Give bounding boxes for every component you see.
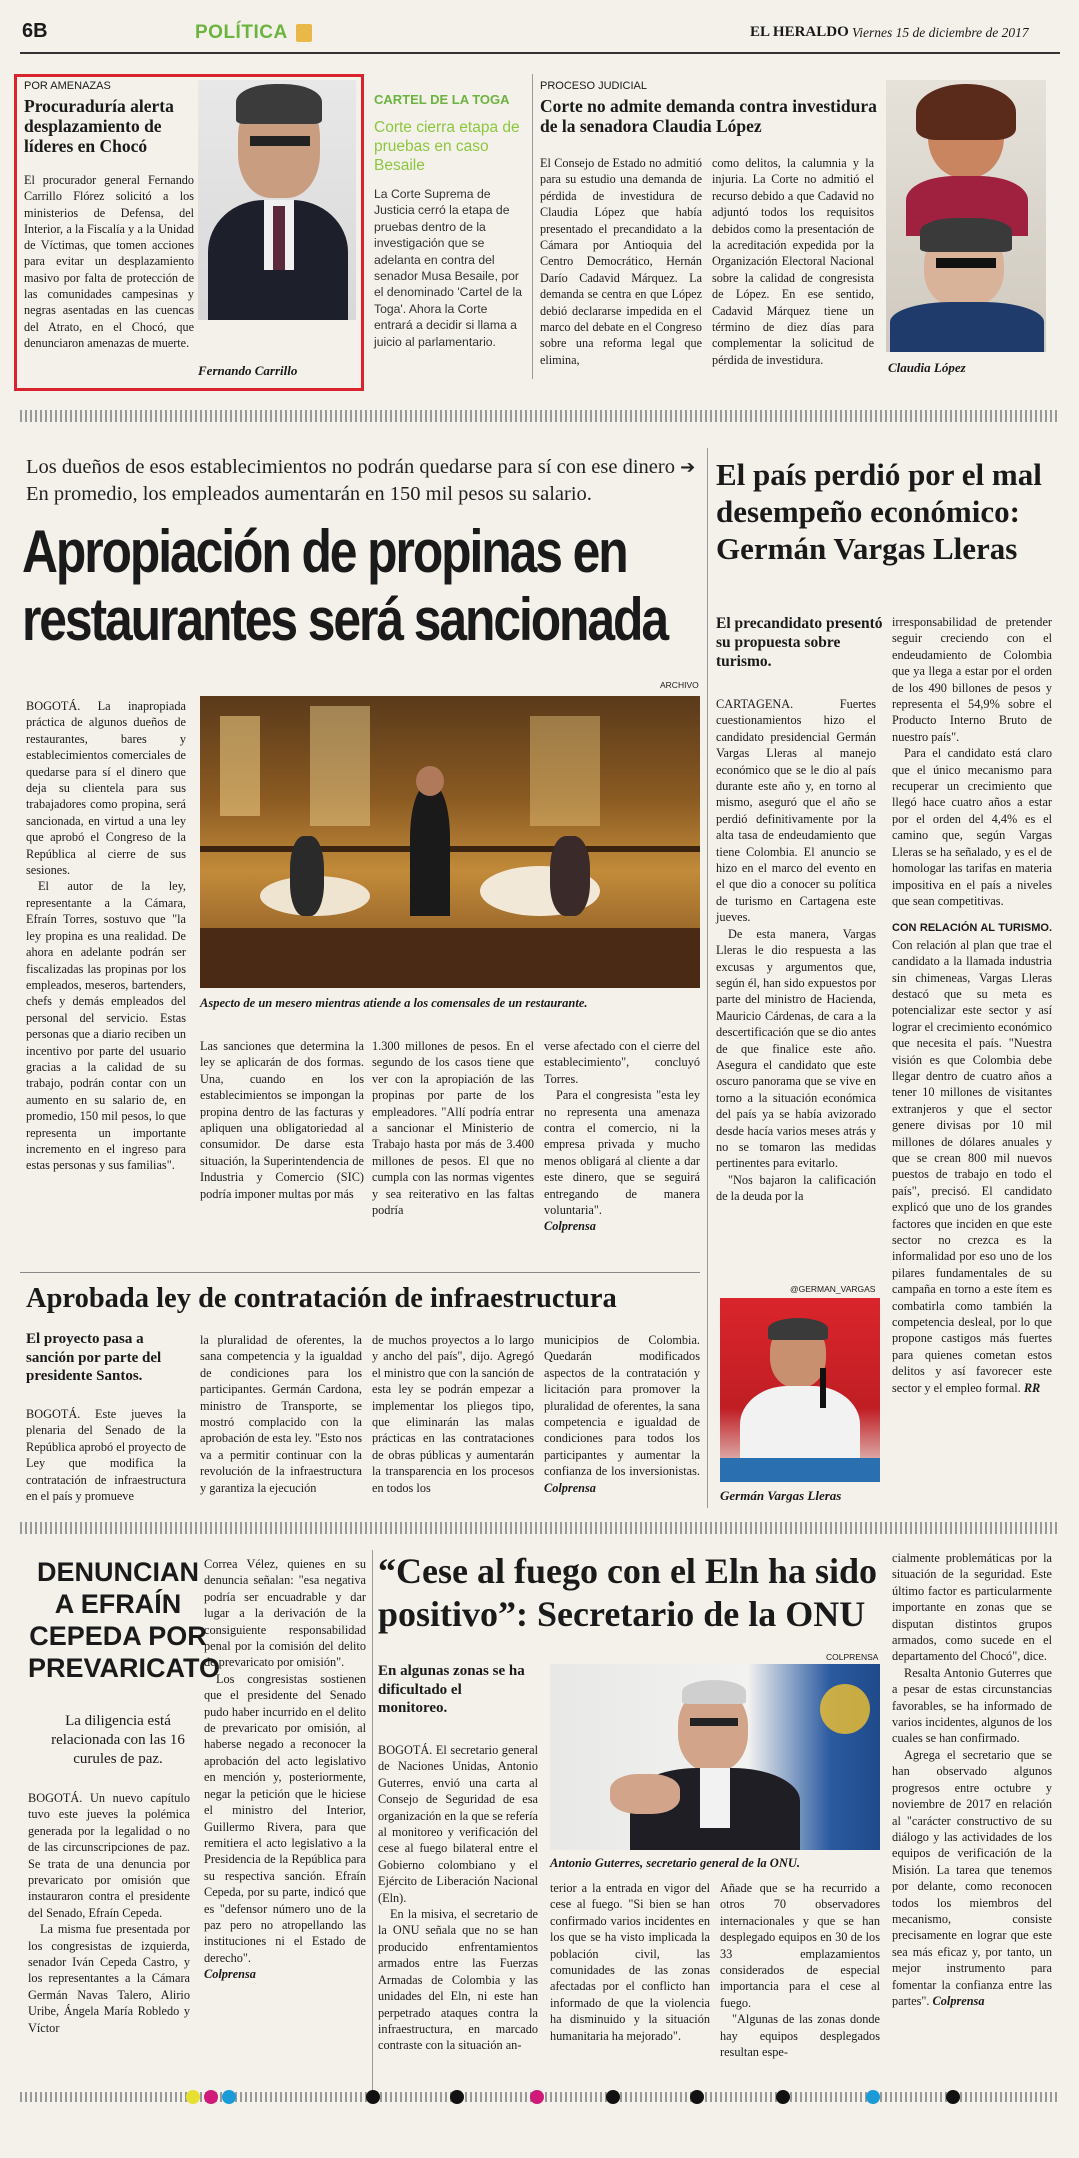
story3-kicker: PROCESO JUDICIAL (540, 80, 647, 92)
story4-photo (200, 696, 700, 988)
story5-subsection: CON RELACIÓN AL TURISMO. (892, 922, 1052, 935)
registration-mark (866, 2090, 880, 2104)
story3-caption: Claudia López (888, 360, 966, 375)
story4-credit: Colprensa (544, 1219, 596, 1234)
story4-deck (26, 454, 696, 507)
story5-photo-credit: @GERMAN_VARGAS (790, 1284, 876, 1294)
story4-col4 (544, 1038, 700, 1235)
story4-col1-p1: BOGOTÁ. La inapropiada práctica de algunos dueños de restaurantes, bares y establecimientos comerciales de quedarse para sí el dinero que deja su clientela para sus trabajadores como propina, será sancionada, en virtud a una ley que aprobó el Congreso de la República al cierre de sus sesiones. (26, 699, 186, 878)
story8-col3 (720, 1880, 880, 2060)
story1-body: El procurador general Fernando Carrillo Flórez solicitó a los ministerios de Defensa, del Interior, a la Fiscalía y a la Unidad de Víctimas, que tomen acciones para evitar un desplazamiento masivo por falta de protección de las comunidades campesinas y negras asentadas en las cuencas del Atrato, en el Chocó, que denunciaron amenazas de muerte. (24, 173, 194, 350)
story5-caption: Germán Vargas Lleras (720, 1488, 842, 1503)
story7-col2 (204, 1556, 366, 1983)
registration-mark (204, 2090, 218, 2104)
story8-subhead: En algunas zonas se ha dificultado el monitoreo. (378, 1663, 525, 1716)
story5-col1 (716, 696, 876, 1205)
story6-col4-text: municipios de Colombia. Quedarán modificados aspectos de la contratación y licitación para promover la pluralidad de oferentes, la sana competencia e igualdad de condiciones para todos los participantes y aumentar la confianza de los inversionistas. (544, 1333, 700, 1479)
story8-col4 (892, 1550, 1052, 2009)
story3-photo (886, 80, 1046, 352)
story8-credit: Colprensa (932, 1993, 985, 2008)
story6-col4-p1 (544, 1332, 700, 1496)
section-icon (296, 24, 312, 42)
page-number: 6B (22, 20, 48, 42)
story8-col4-p3 (892, 1747, 1052, 2010)
story5-col2-p1: irresponsabilidad de pretender seguir creciendo con el endeudamiento de Colombia que ya llega a estar por el orden de los 490 billones de pesos y representa el 54,9% sobre el Producto Interno Bruto de nuestro país". (892, 615, 1052, 744)
story8-photo-credit: COLPRENSA (826, 1652, 879, 1662)
registration-mark (450, 2090, 464, 2104)
story5-headline: El país perdió por el mal desempeño económico: Germán Vargas Lleras (716, 457, 1042, 566)
divider-v2 (707, 448, 708, 1508)
story7-col2-p1: Correa Vélez, quienes en su denuncia señalan: "esa negativa podría ser encuadrable y dar lugar a la derivación de la consiguiente responsabilidad penal por la comisión del delito de prevaricato por omisión". (204, 1557, 366, 1670)
story5-col2-p3 (892, 919, 1052, 1396)
story7-col1-p2: La misma fue presentada por los congresistas de izquierda, senador Iván Cepeda Castro, y los representantes a la Cámara Germán Navas Talero, Alirio Uribe, Ángela María Robledo y Víctor (28, 1922, 190, 2035)
story8-photo (550, 1664, 880, 1850)
registration-mark (776, 2090, 790, 2104)
story1-caption: Fernando Carrillo (198, 363, 298, 378)
story2-headline: Corte cierra etapa de pruebas en caso Besaile (374, 119, 520, 174)
story6-col4 (544, 1332, 700, 1496)
hatch-divider-1 (20, 410, 1060, 422)
registration-mark (530, 2090, 544, 2104)
story7-col2-p2: Los congresistas sostienen que el presidente del Senado pudo haber incurrido en el delito de prevaricato por omisión, al haberse negado a reconocer la aprobación del acto legislativo en mención y, posteriormente, negar la petición que le hiciese el ministro del Interior, Guillermo Rivera, para que remitiera el acto legislativo a la Presidencia de la República para su respectiva sanción. Efraín Cepeda, por su parte, indicó que es "defensor número uno de la paz pero no atropellando las instituciones ni el Estado de derecho". (204, 1671, 366, 1965)
hatch-divider-2 (20, 1522, 1060, 1534)
story3-col2: como delitos, la calumnia y la injuria. La Corte no admitió el recurso debido a que Cadavid no adjuntó todos los requisitos debidos como la presentación de la acreditación expedida por la Organización Electoral Nacional sobre la calidad de congresista de López. En ese sentido, Cadavid Márquez tiene un término de diez días para complementar la solicitud de pérdida de investidura. (712, 156, 874, 367)
story1-photo (198, 80, 356, 320)
story4-deck2-text: En promedio, los empleados aumentarán en 150 mil pesos su salario. (26, 483, 592, 505)
story8-col3-p1: Añade que se ha recurrido a otros 70 observadores internacionales y que se han desplegado equipos en 30 de los 33 emplazamientos considerados de especial importancia para el cese al fuego. (720, 1881, 880, 2010)
story4-col1-p2: El autor de la ley, representante a la Cámara, Efraín Torres, sostuvo que "la ley propina es una realidad. De ahora en adelante podrán ser fiscalizadas las propinas por los empleados, meseros, bartenders, chefs y demás empleados del personal del servicio. Estas personas que a diario reciben un incentivo por parte del usuario gracias a la calidad de su trabajo, podrán contar con un aumento en su salario de, en promedio, 150 mil pesos, lo que representa un importante incremento en el ingreso para estas personas y sus familias". (26, 879, 186, 1173)
story5-col1-p1: CARTAGENA. Fuertes cuestionamientos hizo el candidato presidencial Germán Vargas Lleras al manejo económico que se le dio al país durante este año y, en torno al mismo, aseguró que el año se perdió definitivamente por la alta tasa de endeudamiento que tiene Colombia. El anuncio se hizo en el marco del evento en el que dio a conocer su política de turismo en Cartagena este jueves. (716, 697, 876, 925)
story6-col2: la pluralidad de oferentes, la sana competencia y la igualdad de condiciones para los participantes. Germán Cardona, ministro de Transporte, se mostró complacido con la aprobación de esta ley. "Esto nos va a permitir continuar con la revolución de la infraestructura y garantiza la ejecución (200, 1333, 362, 1495)
registration-mark (366, 2090, 380, 2104)
story5-col2-p2: Para el candidato está claro que el único mecanismo para recuperar un crecimiento que llegó hace cuatro años a estar por el orden del 4,4% es el camino que, según Vargas Lleras se ha señalado, y es el de homologar las tarifas en materia impositiva en el país a niveles que sean competitivas. (892, 746, 1052, 908)
story8-col4-p1: cialmente problemáticas por la situación de la seguridad. Este último factor es particularmente importante en zonas que se disputan distintos grupos armados, como sucede en el departamento del Chocó", dice. (892, 1551, 1052, 1664)
story5-credit: RR (1023, 1380, 1041, 1395)
story6-headline: Aprobada ley de contratación de infraestructura (26, 1283, 617, 1314)
story7-subhead: La diligencia está relacionada con las 16 curules de paz. (51, 1713, 185, 1767)
story8-caption: Antonio Guterres, secretario general de la ONU. (550, 1856, 800, 1870)
story4-col4-p2: Para el congresista "esta ley no representa una amenaza contra el comercio, ni la empresa privada y mucho menos obligará al cliente a dar este dinero, que se seguirá entregando de manera voluntaria". (544, 1088, 700, 1218)
story6-credit: Colprensa (544, 1480, 596, 1495)
story5-col2-p3-text: Con relación al plan que trae el candidato a la llamada industria sin chimeneas, Vargas Lleras destacó que su meta es potencializar este sector y así lograr el crecimiento económico que necesita el país. "Nuestra visión es que Colombia debe llegar dentro de cuatro años a tener 10 millones de visitantes extranjeros y que el sector genere divisas por 10 mil millones de dólares anuales y que se crean 800 mil nuevos puestos de trabajo en todo el país", precisó. El candidato explicó que uno de los grandes factores que inciden en que este sector no crezca es la informalidad por eso uno de los pilares fundamentales de su campaña en torno a este ítem es combatirla como también la competencia desleal, por lo que propone castigos más fuertes para quienes cometan estos delitos y así favorecer este sector y el empleo formal. (892, 937, 1052, 1395)
story4-photo-credit: ARCHIVO (660, 680, 699, 690)
page-date: Viernes 15 de diciembre de 2017 (852, 25, 1029, 40)
story8-col4-p3-text: Agrega el secretario que se han observado algunos progresos entre octubre y noviembre de 2017 en relación al "carácter constructivo de su diálogo y las actividades de los equipos de verificación de la Misión. La tarea que tenemos por delante, como reconocen todos los miembros del mecanismo, consiste precisamente en lograr que este sea más eficaz y, por tanto, un mejor instrumento para fomentar la confianza entre las partes". (892, 1747, 1052, 2008)
story5-col1-p2: De esta manera, Vargas Lleras le dio respuesta a las excusas y argumentos que, según él, han sido expuestos por parte del ministro de Hacienda, Mauricio Cárdenas, de cara a la descertificación que se dio antes de que finalice este año. Asegura el candidato que este oscuro panorama que se vive en torno a la situación económica del país ya se había avizorado desde hacía varios meses atrás y no se tomaron las medidas pertinentes para evitarlo. (716, 926, 876, 1171)
header-rule (20, 52, 1060, 54)
story8-col4-p2: Resalta Antonio Guterres que a pesar de estas circunstancias favorables, se ha informado de varios incidentes, algunos de los cuales se han confirmado. (892, 1665, 1052, 1746)
story8-col1-p1: BOGOTÁ. El secretario general de Naciones Unidas, Antonio Guterres, envió una carta al Consejo de Seguridad de esa organización en la que se refería al monitoreo y verificación del cese al fuego bilateral entre el Gobierno colombiano y el Ejército de Liberación Nacional (Eln). (378, 1743, 538, 1905)
story6-col1: BOGOTÁ. Este jueves la plenaria del Senado de la República aprobó el proyecto de Ley que modifica la contratación de infraestructura en el país y promueve (26, 1407, 186, 1504)
arrow-icon: ➔ (680, 457, 696, 478)
story4-col4-p1: verse afectado con el cierre del establecimiento", concluyó Torres. (544, 1039, 700, 1086)
story2-body: La Corte Suprema de Justicia cerró la etapa de pruebas dentro de la investigación que se adelanta en contra del senador Musa Besaile, por el denominado 'Cartel de la Toga'. Ahora la Corte entrará a decidir si llama a juicio al parlamentario. (374, 187, 522, 349)
story6-top-rule (20, 1272, 700, 1273)
registration-mark (186, 2090, 200, 2104)
story1-headline: Procuraduría alerta desplazamiento de líderes en Chocó (24, 96, 174, 156)
story8-col2: terior a la entrada en vigor del cese al fuego. "Si bien se han confirmado varios incidentes en los que se ha visto implicada la población civil, las comunidades de las zonas afectadas por el conflicto han informado de que la violencia ha disminuido y la situación humanitaria ha mejorado". (550, 1881, 710, 2043)
divider-v3 (372, 1550, 373, 2090)
story5-subhead: El precandidato presentó su propuesta sobre turismo. (716, 615, 883, 670)
registration-mark (946, 2090, 960, 2104)
story6-subhead: El proyecto pasa a sanción por parte del presidente Santos. (26, 1331, 162, 1384)
story4-headline-2: restaurantes será sancionada (22, 586, 667, 653)
story4-deck-text: Los dueños de esos establecimientos no podrán quedarse para sí con ese dinero (26, 456, 675, 478)
newspaper-name: EL HERALDO (750, 24, 849, 40)
story4-col2: Las sanciones que determina la ley se aplicarán de dos formas. Una, cuando en los establecimientos se impongan la propina dentro de las facturas y apliquen una obligatoriedad al consumidor. De darse esta situación, la Superintendencia de Industria y Comercio (SIC) podría imponer multas por más (200, 1039, 364, 1201)
story4-col1 (26, 698, 186, 1174)
story3-col1: El Consejo de Estado no admitió para su estudio una demanda de pérdida de investidura de Claudia López que había presentado el precandidato a la Cámara por Antioquia del Centro Democrático, Hernán Darío Cadavid Márquez. La demanda se centra en que López debió declararse impedida en el marco del debate en el Congreso sobre una reforma legal que elimina, (540, 156, 702, 367)
story7-col1 (28, 1790, 190, 2036)
story4-col3: 1.300 millones de pesos. En el segundo de los casos tiene que ver con la apropiación de las propinas por parte de los empleadores. "Allí podría entrar a sancionar el Ministerio de Trabajo hasta por más de 3.400 millones de pesos. El que no cumpla con las normas vigentes y sea reiterativo en las faltas podría (372, 1039, 534, 1218)
story8-headline: “Cese al fuego con el Eln ha sido positivo”: Secretario de la ONU (378, 1551, 878, 1634)
story3-headline: Corte no admite demanda contra investidura de la senadora Claudia López (540, 96, 877, 136)
story6-col3: de muchos proyectos a lo largo y ancho del país", dijo. Agregó el ministro que con la sanción de esta ley se podrán empezar a implementar los pliegos tipo, que eliminarán las malas prácticas en las contrataciones de obras públicas y aumentarán la transparencia en los procesos en todos los (372, 1333, 534, 1495)
story4-headline-1: Apropiación de propinas en (22, 518, 627, 585)
section-label: POLÍTICA (195, 22, 288, 43)
story8-col3-p2: "Algunas de las zonas donde hay equipos desplegados resultan espe- (720, 2012, 880, 2060)
story5-col1-p3: "Nos bajaron la calificación de la deuda por la (716, 1172, 876, 1204)
story7-headline: DENUNCIAN A EFRAÍN CEPEDA POR PREVARICATO (28, 1557, 221, 1683)
story4-caption: Aspecto de un mesero mientras atiende a los comensales de un restaurante. (200, 996, 588, 1010)
story7-credit: Colprensa (204, 1967, 256, 1982)
story2-kicker: CARTEL DE LA TOGA (374, 92, 510, 107)
story5-photo (720, 1298, 880, 1482)
story8-col1-p2: En la misiva, el secretario de la ONU señala que no se han producido enfrentamientos armados entre las Fuerzas Armadas de Colombia y las unidades del Eln, ni este han perpetrado ataques contra la infraestructura, en marcado contraste con la situación an- (378, 1907, 538, 2053)
divider-v1 (532, 74, 533, 379)
story7-col1-p1: BOGOTÁ. Un nuevo capítulo tuvo este jueves la polémica generada por la legalidad o no de las circunscripciones de paz. Se trata de una denuncia por prevaricato por omisión que instauraron contra el presidente del Senado, Efraín Cepeda. (28, 1791, 190, 1920)
registration-mark (690, 2090, 704, 2104)
registration-mark (222, 2090, 236, 2104)
story1-kicker: POR AMENAZAS (24, 80, 111, 92)
story8-col1 (378, 1742, 538, 2054)
story5-col2 (892, 614, 1052, 1396)
registration-mark (606, 2090, 620, 2104)
